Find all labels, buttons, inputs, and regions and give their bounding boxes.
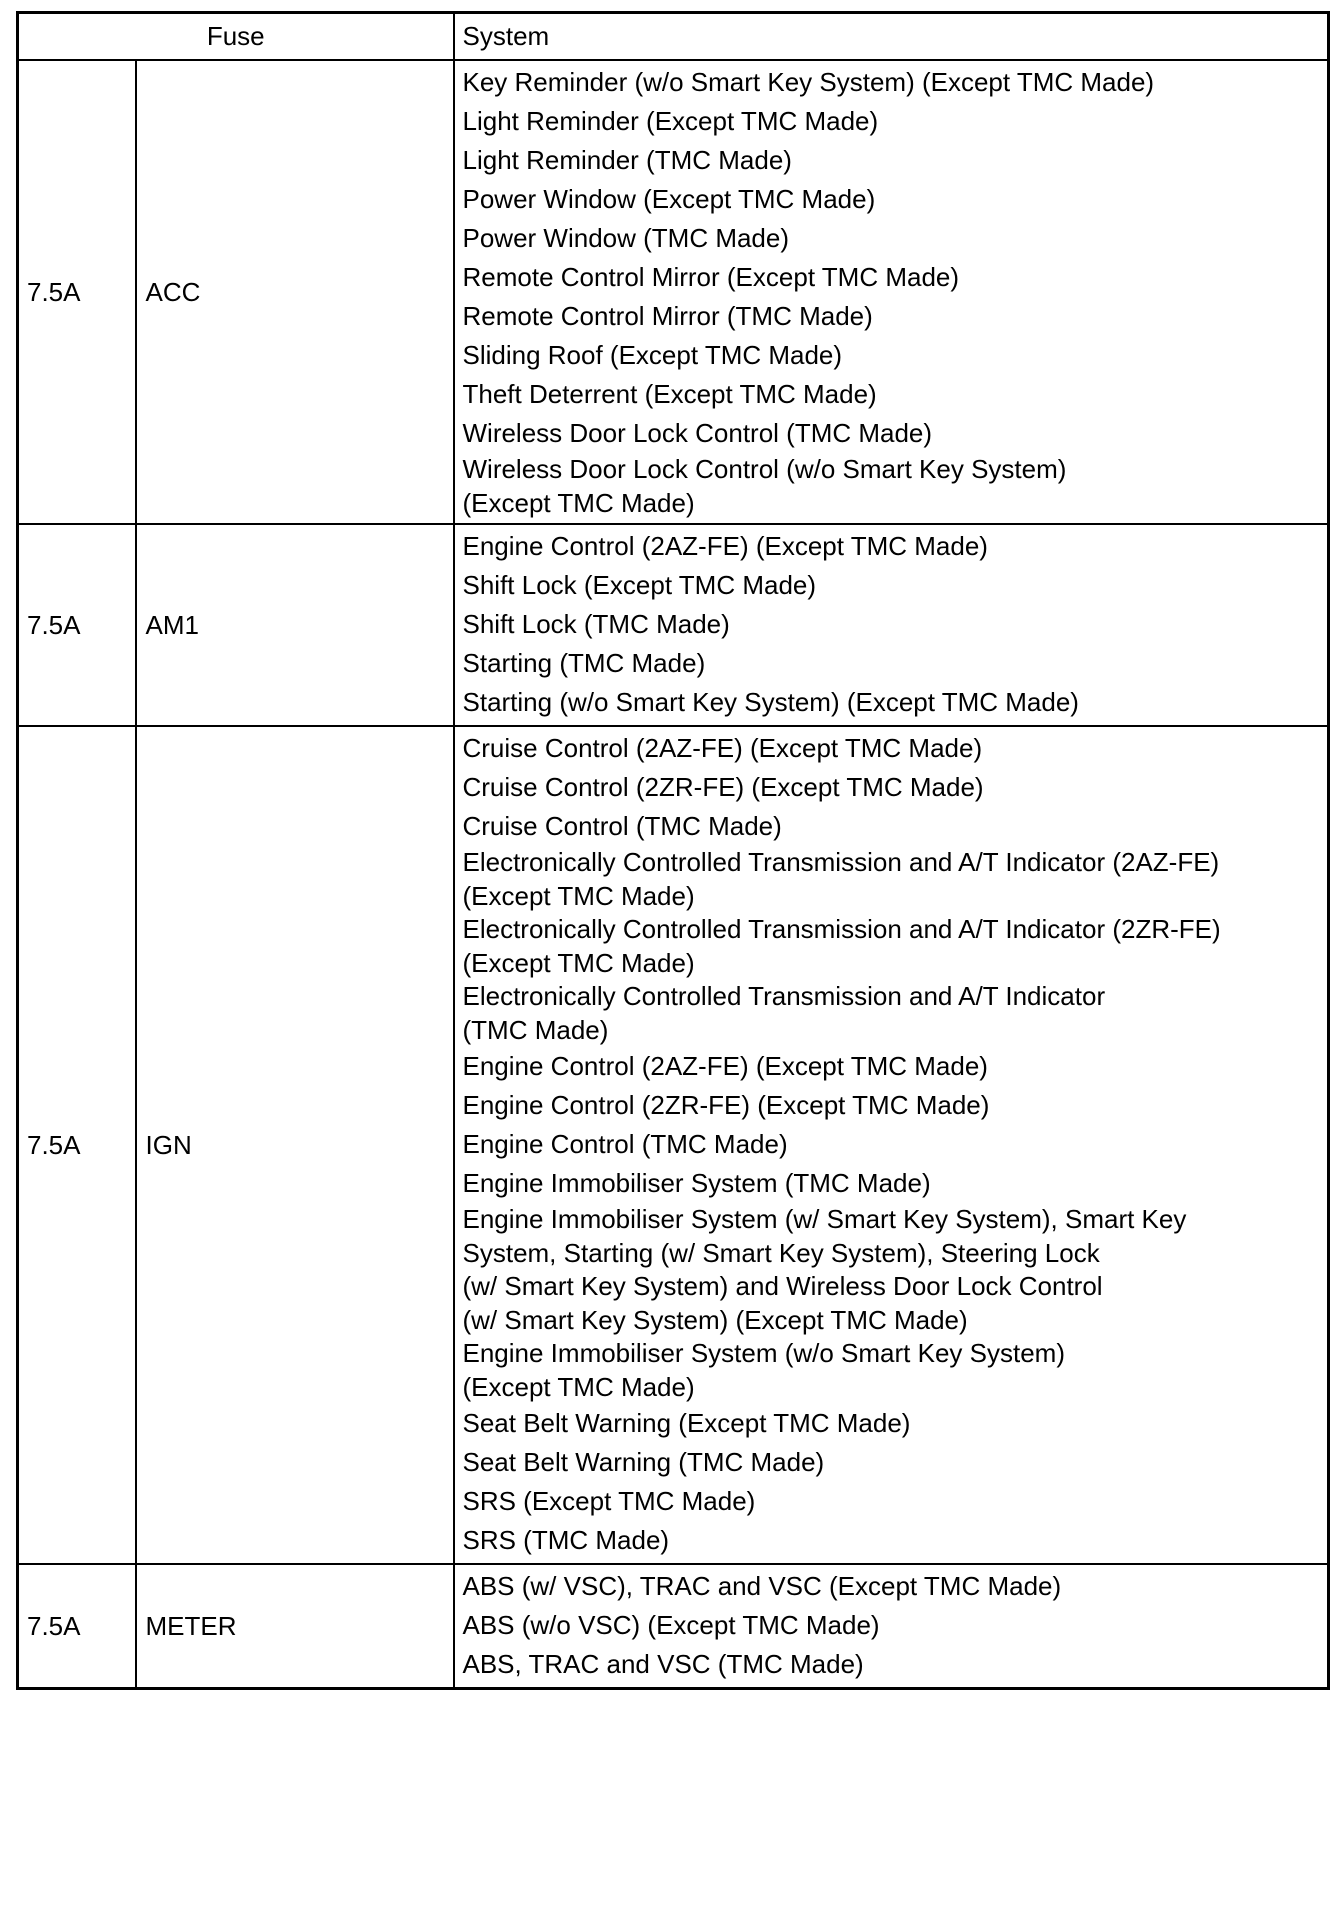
system-text-line: Light Reminder (Except TMC Made) bbox=[462, 106, 879, 136]
system-text-line: (Except TMC Made) bbox=[462, 880, 695, 911]
fuse-name: ACC bbox=[136, 60, 454, 524]
system-text-line: Engine Immobiliser System (TMC Made) bbox=[462, 1168, 931, 1198]
header-system: System bbox=[454, 13, 1329, 61]
fuse-row bbox=[18, 60, 1329, 524]
fuse-name: METER bbox=[136, 1564, 454, 1689]
system-text-line: Wireless Door Lock Control (w/o Smart Key System) bbox=[462, 454, 1067, 484]
system-text-line: Power Window (TMC Made) bbox=[462, 223, 790, 253]
system-item bbox=[463, 980, 1320, 1047]
fuse-row bbox=[18, 726, 1329, 1564]
system-item bbox=[463, 768, 1320, 807]
system-text-line: System, Starting (w/ Smart Key System), Steering Lock bbox=[462, 1237, 1100, 1268]
system-text-line: Seat Belt Warning (TMC Made) bbox=[462, 1447, 825, 1477]
system-text-line: Starting (TMC Made) bbox=[462, 648, 706, 678]
system-text-line: Engine Control (2ZR-FE) (Except TMC Made) bbox=[462, 1090, 990, 1120]
system-text-line: Theft Deterrent (Except TMC Made) bbox=[462, 379, 877, 409]
system-list bbox=[454, 524, 1329, 726]
system-item bbox=[463, 1443, 1320, 1482]
system-item bbox=[463, 605, 1320, 644]
system-text-line: Light Reminder (TMC Made) bbox=[462, 145, 792, 175]
system-text-line: Remote Control Mirror (Except TMC Made) bbox=[462, 262, 960, 292]
system-text-line: (Except TMC Made) bbox=[462, 947, 695, 978]
system-item bbox=[463, 644, 1320, 683]
fuse-name: IGN bbox=[136, 726, 454, 1564]
system-text-line: Cruise Control (2ZR-FE) (Except TMC Made) bbox=[462, 772, 984, 802]
system-item bbox=[463, 1404, 1320, 1443]
system-item bbox=[463, 1086, 1320, 1125]
system-item bbox=[463, 1606, 1320, 1645]
system-item bbox=[463, 1125, 1320, 1164]
system-text-line: Power Window (Except TMC Made) bbox=[462, 184, 876, 214]
system-list bbox=[454, 726, 1329, 1564]
system-text-line: (Except TMC Made) bbox=[462, 1371, 695, 1402]
system-item bbox=[463, 414, 1320, 453]
system-item bbox=[463, 846, 1320, 913]
system-text-line: Electronically Controlled Transmission and A/T Indicator (2AZ-FE) bbox=[462, 847, 1220, 877]
system-text-line: Seat Belt Warning (Except TMC Made) bbox=[462, 1408, 911, 1438]
system-text-line: Engine Control (2AZ-FE) (Except TMC Made) bbox=[462, 531, 988, 561]
system-text-line: (w/ Smart Key System) and Wireless Door Lock Control bbox=[462, 1271, 1103, 1301]
system-item bbox=[463, 683, 1320, 722]
system-item bbox=[463, 1203, 1320, 1337]
system-text-line: ABS (w/ VSC), TRAC and VSC (Except TMC Made) bbox=[462, 1571, 1062, 1601]
system-item bbox=[463, 1164, 1320, 1203]
system-item bbox=[463, 63, 1320, 102]
system-item bbox=[463, 375, 1320, 414]
system-item bbox=[463, 1645, 1320, 1684]
system-item bbox=[463, 336, 1320, 375]
system-text-line: Engine Control (2AZ-FE) (Except TMC Made) bbox=[462, 1051, 988, 1081]
fuse-amperage: 7.5A bbox=[18, 524, 136, 726]
system-item bbox=[463, 566, 1320, 605]
system-text-line: Sliding Roof (Except TMC Made) bbox=[462, 340, 843, 370]
fuse-row bbox=[18, 1564, 1329, 1689]
system-text-line: Electronically Controlled Transmission and A/T Indicator bbox=[462, 981, 1106, 1011]
system-text-line: Wireless Door Lock Control (TMC Made) bbox=[462, 418, 933, 448]
header-row bbox=[18, 13, 1329, 61]
system-item bbox=[463, 180, 1320, 219]
fuse-amperage: 7.5A bbox=[18, 1564, 136, 1689]
system-text-line: SRS (Except TMC Made) bbox=[462, 1486, 756, 1516]
fuse-row bbox=[18, 524, 1329, 726]
fuse-amperage: 7.5A bbox=[18, 726, 136, 1564]
system-text-line: Engine Control (TMC Made) bbox=[462, 1129, 788, 1159]
table-body bbox=[18, 60, 1329, 1689]
system-text-line: Shift Lock (Except TMC Made) bbox=[462, 570, 817, 600]
system-item bbox=[463, 729, 1320, 768]
fuse-amperage: 7.5A bbox=[18, 60, 136, 524]
system-item bbox=[463, 1047, 1320, 1086]
fuse-table bbox=[16, 11, 1330, 1690]
system-item bbox=[463, 913, 1320, 980]
system-item bbox=[463, 297, 1320, 336]
system-text-line: SRS (TMC Made) bbox=[462, 1525, 670, 1555]
system-text-line: Engine Immobiliser System (w/o Smart Key System) bbox=[462, 1338, 1065, 1368]
system-item bbox=[463, 1567, 1320, 1606]
system-text-line: ABS (w/o VSC) (Except TMC Made) bbox=[462, 1610, 880, 1640]
header-fuse: Fuse bbox=[18, 13, 454, 61]
system-item bbox=[463, 258, 1320, 297]
system-list bbox=[454, 1564, 1329, 1689]
system-item bbox=[463, 807, 1320, 846]
system-text-line: (TMC Made) bbox=[462, 1014, 609, 1045]
system-text-line: Cruise Control (TMC Made) bbox=[462, 811, 782, 841]
system-text-line: (w/ Smart Key System) (Except TMC Made) bbox=[462, 1304, 968, 1335]
system-text-line: Shift Lock (TMC Made) bbox=[462, 609, 730, 639]
system-list bbox=[454, 60, 1329, 524]
fuse-name: AM1 bbox=[136, 524, 454, 726]
system-item bbox=[463, 1337, 1320, 1404]
system-text-line: Key Reminder (w/o Smart Key System) (Except TMC Made) bbox=[462, 67, 1155, 97]
system-item bbox=[463, 102, 1320, 141]
system-item bbox=[463, 1521, 1320, 1560]
system-text-line: (Except TMC Made) bbox=[462, 487, 695, 518]
system-item bbox=[463, 527, 1320, 566]
system-item bbox=[463, 453, 1320, 520]
table-header bbox=[18, 13, 1329, 61]
system-text-line: Remote Control Mirror (TMC Made) bbox=[462, 301, 873, 331]
system-item bbox=[463, 1482, 1320, 1521]
system-text-line: Cruise Control (2AZ-FE) (Except TMC Made) bbox=[462, 733, 983, 763]
system-text-line: Engine Immobiliser System (w/ Smart Key System), Smart Key bbox=[462, 1204, 1187, 1234]
system-text-line: Electronically Controlled Transmission and A/T Indicator (2ZR-FE) bbox=[462, 914, 1221, 944]
system-item bbox=[463, 219, 1320, 258]
system-text-line: ABS, TRAC and VSC (TMC Made) bbox=[462, 1649, 864, 1679]
system-item bbox=[463, 141, 1320, 180]
system-text-line: Starting (w/o Smart Key System) (Except TMC Made) bbox=[462, 687, 1079, 717]
